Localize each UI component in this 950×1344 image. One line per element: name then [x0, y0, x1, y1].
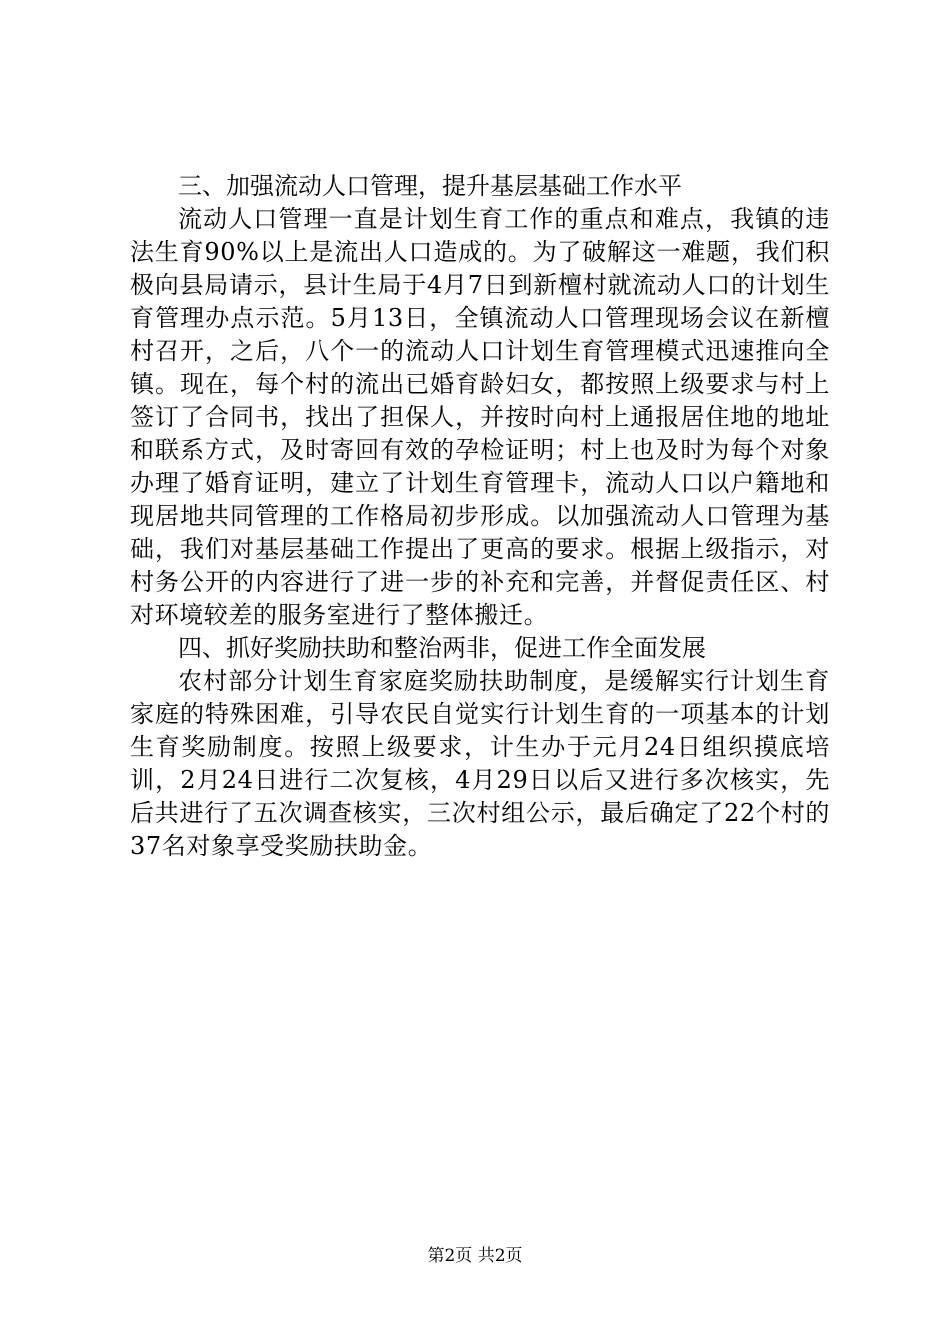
section-paragraph-3: 流动人口管理一直是计划生育工作的重点和难点，我镇的违法生育90%以上是流出人口造成的。为了破解这一难题，我们积极向县局请示，县计生局于4月7日到新檀村就流动人口的计划生育管理办点示范。5月13日，全镇流动人口管理现场会议在新檀村召开，之后，八个一的流动人口计划生育管理模式迅速推向全镇。现在，每个村的流出已婚育龄妇女，都按照上级要求与村上签订了合同书，找出了担保人，并按时向村上通报居住地的地址和联系方式，及时寄回有效的孕检证明；村上也及时为每个对象办理了婚育证明，建立了计划生育管理卡，流动人口以户籍地和现居地共同管理的工作格局初步形成。以加强流动人口管理为基础，我们对基层基础工作提出了更高的要求。根据上级指示，对村务公开的内容进行了进一步的补充和完善，并督促责任区、村对环境较差的服务室进行了整体搬迁。 — [130, 205, 830, 629]
section-heading-4: 四、抓好奖励扶助和整治两非，促进工作全面发展 — [178, 634, 706, 662]
section-paragraph-4: 农村部分计划生育家庭奖励扶助制度，是缓解实行计划生育家庭的特殊困难，引导农民自觉实行计划生育的一项基本的计划生育奖励制度。按照上级要求，计生办于元月24日组织摸底培训，2月24日进行二次复核，4月29日以后又进行多次核实，先后共进行了五次调查核实，三次村组公示，最后确定了22个村的37名对象享受奖励扶助金。 — [130, 667, 830, 860]
section-heading-3: 三、加强流动人口管理，提升基层基础工作水平 — [178, 172, 682, 200]
document-body — [130, 170, 830, 863]
page-number-footer: 第2页 共2页 — [427, 1246, 523, 1266]
